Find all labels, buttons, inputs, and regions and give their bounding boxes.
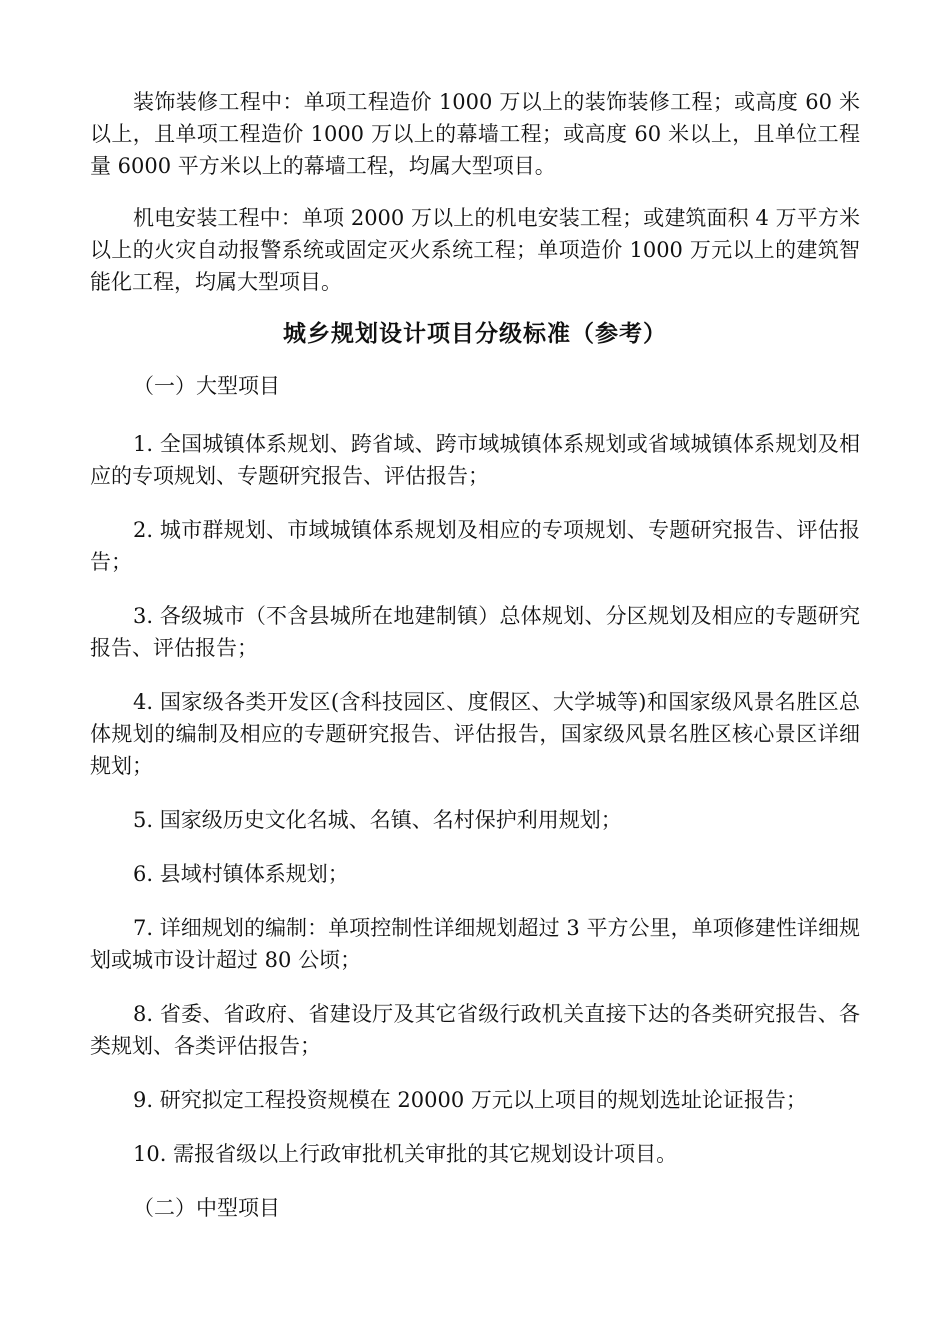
list-item: 6. 县域村镇体系规划； <box>133 862 349 886</box>
list-item: 7. 详细规划的编制：单项控制性详细规划超过 3 平方公里，单项修建性详细规划或城市设计超过 80 公顷； <box>90 916 860 972</box>
section-title: 城乡规划设计项目分级标准（参考） <box>283 321 667 347</box>
list-item: 8. 省委、省政府、省建设厅及其它省级行政机关直接下达的各类研究报告、各类规划、各类评估报告； <box>90 1002 860 1058</box>
subsection-heading-medium: （二）中型项目 <box>133 1196 280 1220</box>
list-item: 5. 国家级历史文化名城、名镇、名村保护利用规划； <box>133 808 622 832</box>
subsection-heading-large: （一）大型项目 <box>133 374 280 398</box>
list-item: 3. 各级城市（不含县城所在地建制镇）总体规划、分区规划及相应的专题研究报告、评估报告； <box>90 604 860 660</box>
list-item: 9. 研究拟定工程投资规模在 20000 万元以上项目的规划选址论证报告； <box>133 1088 807 1112</box>
paragraph-electromechanical-projects: 机电安装工程中：单项 2000 万以上的机电安装工程；或建筑面积 4 万平方米以上的火灾自动报警系统或固定灭火系统工程；单项造价 1000 万元以上的建筑智能化工程，均属大型项目。 <box>90 206 860 294</box>
list-item: 2. 城市群规划、市域城镇体系规划及相应的专项规划、专题研究报告、评估报告； <box>90 518 860 574</box>
list-item: 4. 国家级各类开发区(含科技园区、度假区、大学城等)和国家级风景名胜区总体规划的编制及相应的专题研究报告、评估报告，国家级风景名胜区核心景区详细规划； <box>90 690 860 778</box>
list-item: 10. 需报省级以上行政审批机关审批的其它规划设计项目。 <box>133 1142 678 1166</box>
list-item: 1. 全国城镇体系规划、跨省域、跨市域城镇体系规划或省域城镇体系规划及相应的专项规划、专题研究报告、评估报告； <box>90 432 860 488</box>
paragraph-decoration-projects: 装饰装修工程中：单项工程造价 1000 万以上的装饰装修工程；或高度 60 米以上，且单项工程造价 1000 万以上的幕墙工程；或高度 60 米以上，且单位工程量 6000 平方米以上的幕墙工程，均属大型项目。 <box>90 90 860 178</box>
